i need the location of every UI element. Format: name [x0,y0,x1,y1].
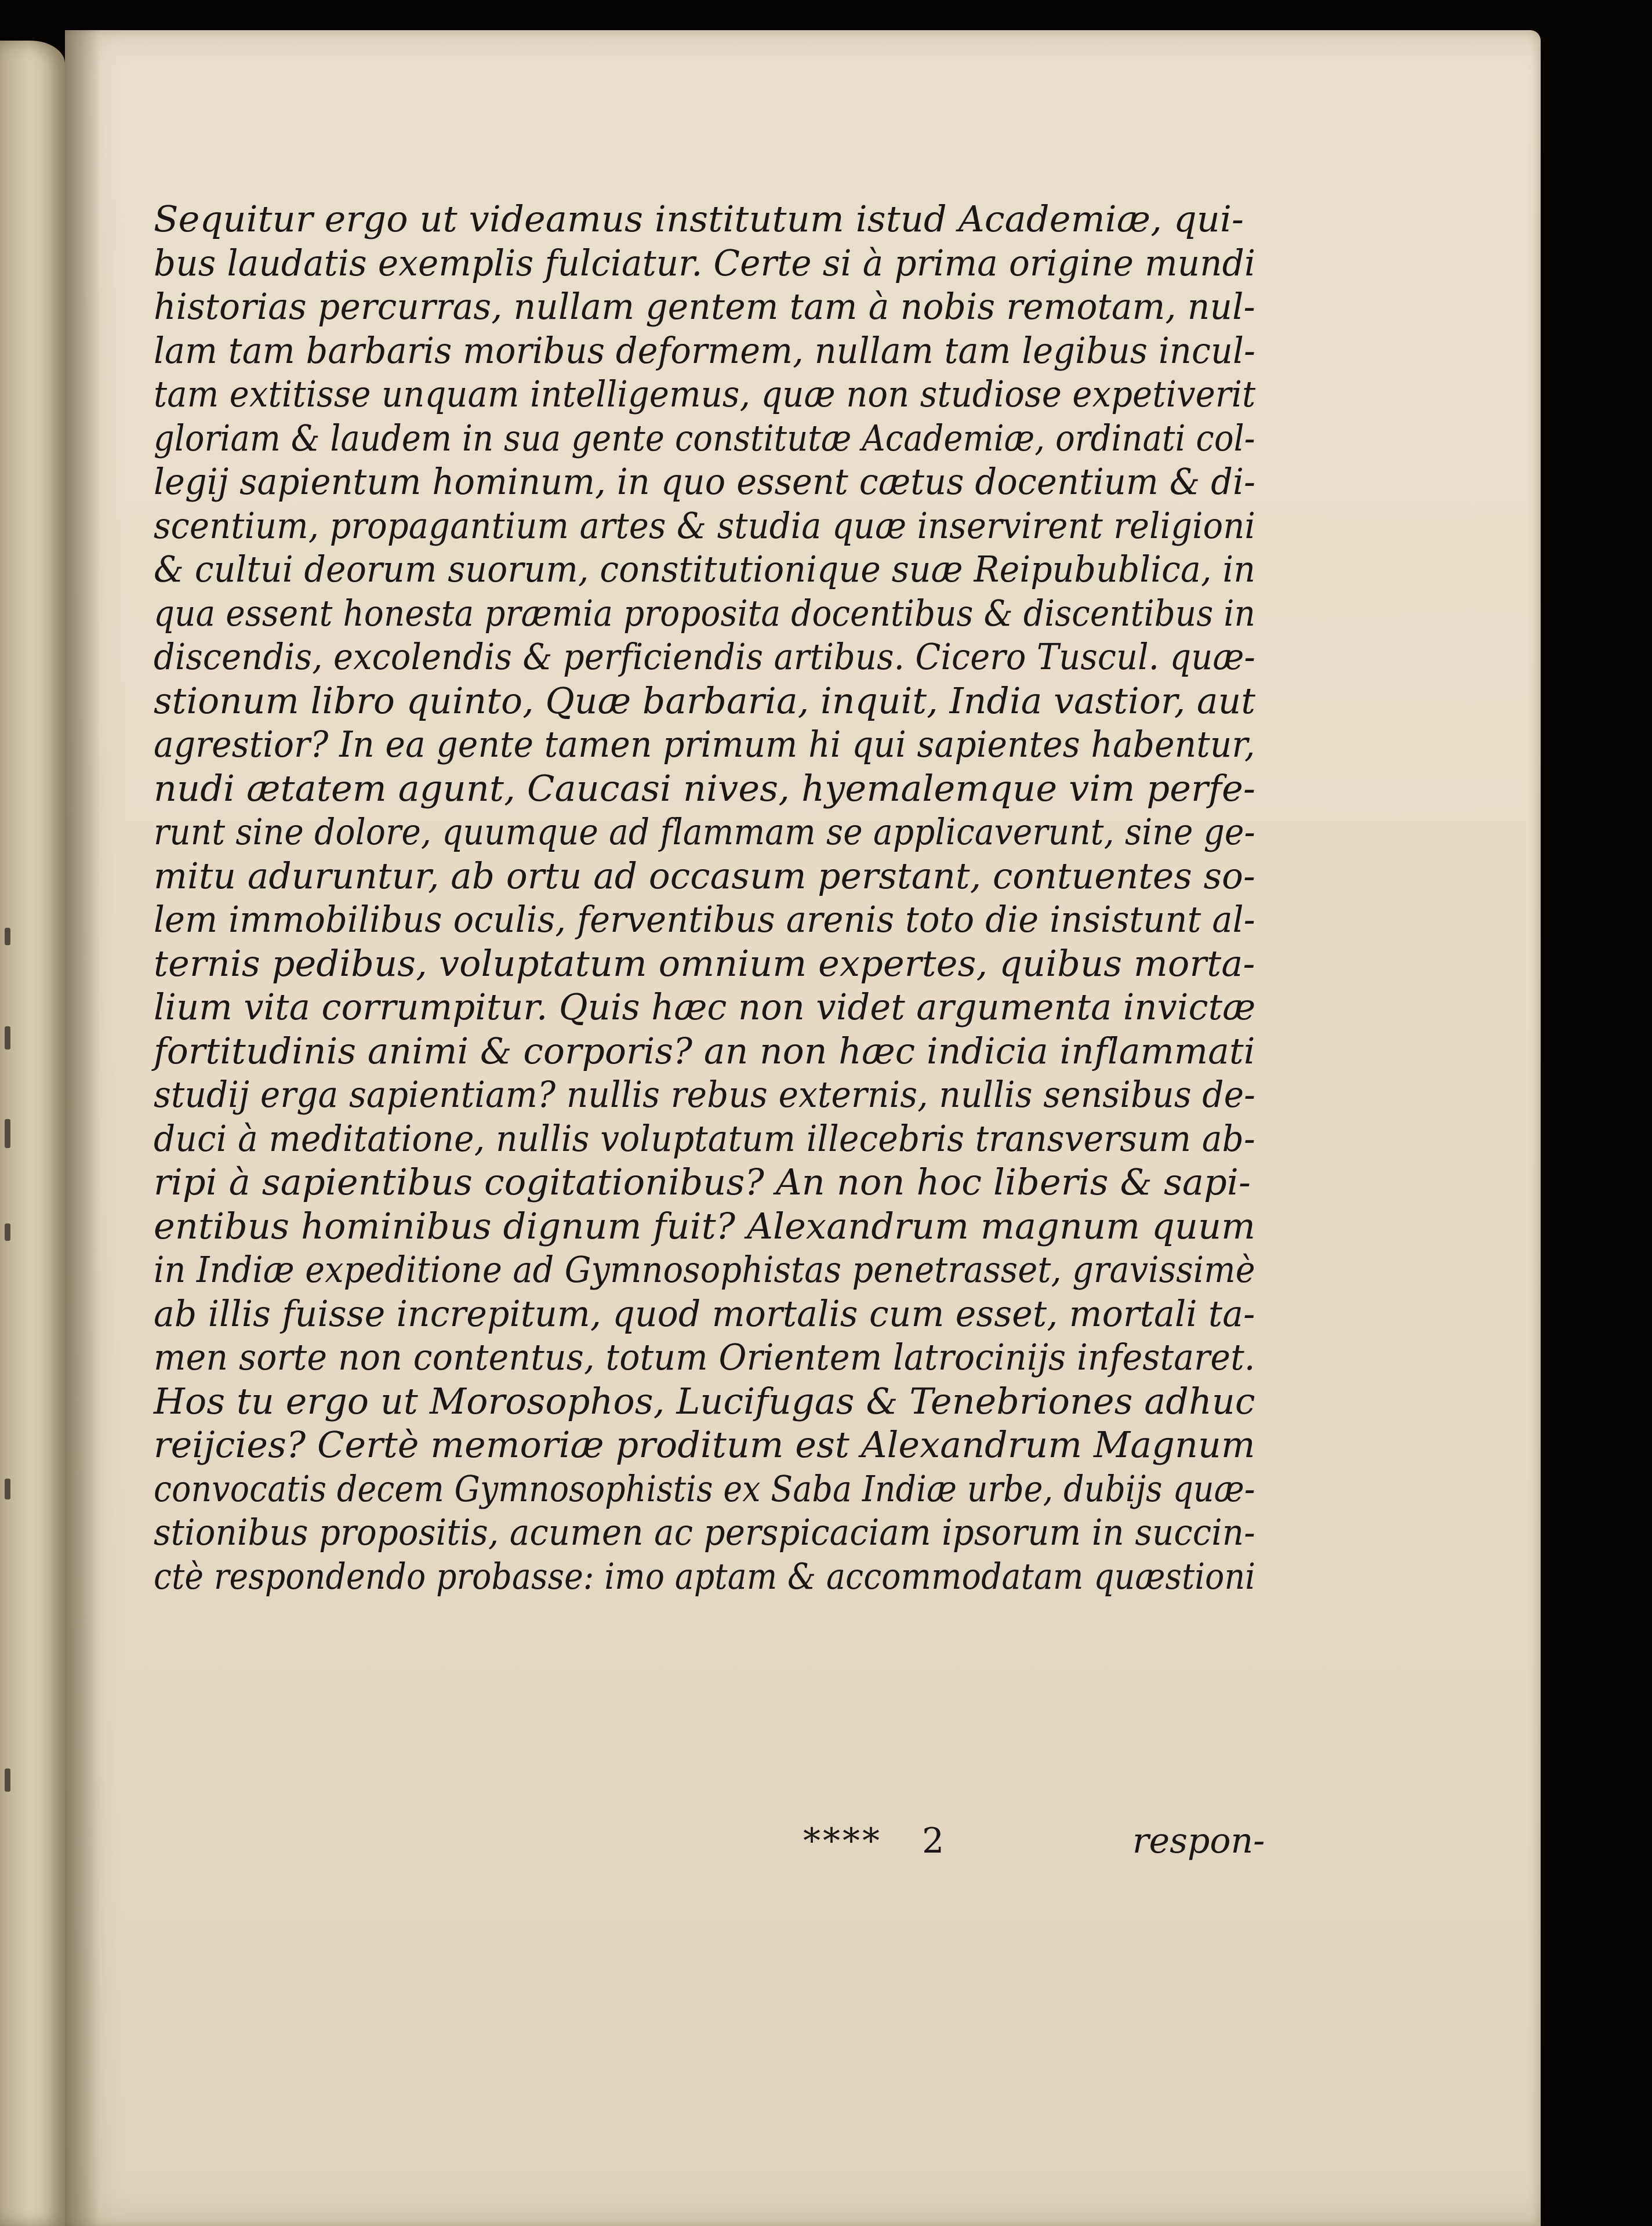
text-line: lium vita corrumpitur. Quis hæc non videt argumenta invictæ [154,986,1256,1028]
text-line: stionibus propositis, acumen ac perspicaciam ipsorum in succin- [154,1511,1255,1553]
text-line: scentium, propagantium artes & studia quæ inservirent religioni [154,504,1256,547]
text-line: gloriam & laudem in sua gente constitutæ Academiæ, ordinati col- [154,416,1255,459]
text-line: mitu aduruntur, ab ortu ad occasum perstant, contuentes so- [154,854,1256,897]
text-line: duci à meditatione, nullis voluptatum illecebris transversum ab- [154,1117,1255,1160]
text-line: ab illis fuisse increpitum, quod mortalis cum esset, mortali ta- [154,1292,1255,1335]
text-line: reijcies? Certè memoriæ proditum est Alexandrum Magnum [154,1424,1255,1466]
text-line: studij erga sapientiam? nullis rebus externis, nullis sensibus de- [154,1073,1256,1116]
text-line: convocatis decem Gymnosophistis ex Saba Indiæ urbe, dubijs quæ- [154,1467,1255,1510]
text-line: discendis, excolendis & perficiendis artibus. Cicero Tuscul. quæ- [154,636,1256,678]
text-line: in Indiæ expeditione ad Gymnosophistas penetrasset, gravissimè [154,1248,1255,1291]
text-line: ternis pedibus, voluptatum omnium expertes, quibus morta- [154,942,1255,985]
text-line: & cultui deorum suorum, constitutionique suæ Reipububliсa, in [154,548,1256,590]
edge-ink-mark [5,1223,10,1241]
text-line: legij sapientum hominum, in quo essent cætus docentium & di- [154,460,1256,503]
edge-ink-mark [5,1026,10,1050]
edge-ink-mark [5,928,10,945]
text-line: lam tam barbaris moribus deformem, nullam tam legibus incul- [154,329,1256,372]
text-line: ripi à sapientibus cogitationibus? An non hoc liberis & sapi- [154,1161,1251,1203]
body-text [154,197,1255,1598]
previous-page-edge [0,41,65,2226]
edge-ink-mark [5,1119,10,1148]
text-line: lem immobilibus oculis, ferventibus arenis toto die insistunt al- [154,898,1255,940]
page-number: 2 [922,1821,945,1861]
text-line: runt sine dolore, quumque ad flammam se applicaverunt, sine ge- [154,811,1255,853]
text-line: qua essent honesta præmia proposita docentibus & discentibus in [154,591,1255,634]
text-line: historias percurras, nullam gentem tam à nobis remotam, nul- [154,285,1255,328]
text-line: Sequitur ergo ut videamus institutum istud Academiæ, qui- [154,198,1244,240]
text-line: agrestior? In ea gente tamen primum hi qui sapientes habentur, [154,723,1255,765]
text-line: men sorte non contentus, totum Orientem latrocinijs infestaret. [154,1336,1255,1378]
text-line: nudi ætatem agunt, Caucasi nives, hyemalemque vim perfe- [154,767,1256,809]
text-line: tam extitisse unquam intelligemus, quæ non studiose expetiverit [154,373,1256,415]
edge-ink-mark [5,1479,10,1499]
page-footer [803,1821,1267,1867]
text-line: bus laudatis exemplis fulciatur. Certe si à prima origine mundi [154,241,1256,284]
text-line: stionum libro quinto, Quæ barbaria, inquit, India vastior, aut [154,679,1256,722]
edge-ink-mark [5,1769,10,1792]
text-line: ctè respondendo probasse: imo aptam & accommodatam quæstioni [154,1555,1256,1597]
text-line: fortitudinis animi & corporis? an non hæc indicia inflammati [154,1029,1255,1072]
page-gutter-shadow [65,30,100,2226]
catchword: respon- [1132,1821,1265,1861]
text-line: entibus hominibus dignum fuit? Alexandrum magnum quum [154,1204,1256,1247]
signature-mark: **** [803,1821,882,1861]
text-line: Hos tu ergo ut Morosophos, Lucifugas & Tenebriones adhuc [154,1379,1255,1422]
